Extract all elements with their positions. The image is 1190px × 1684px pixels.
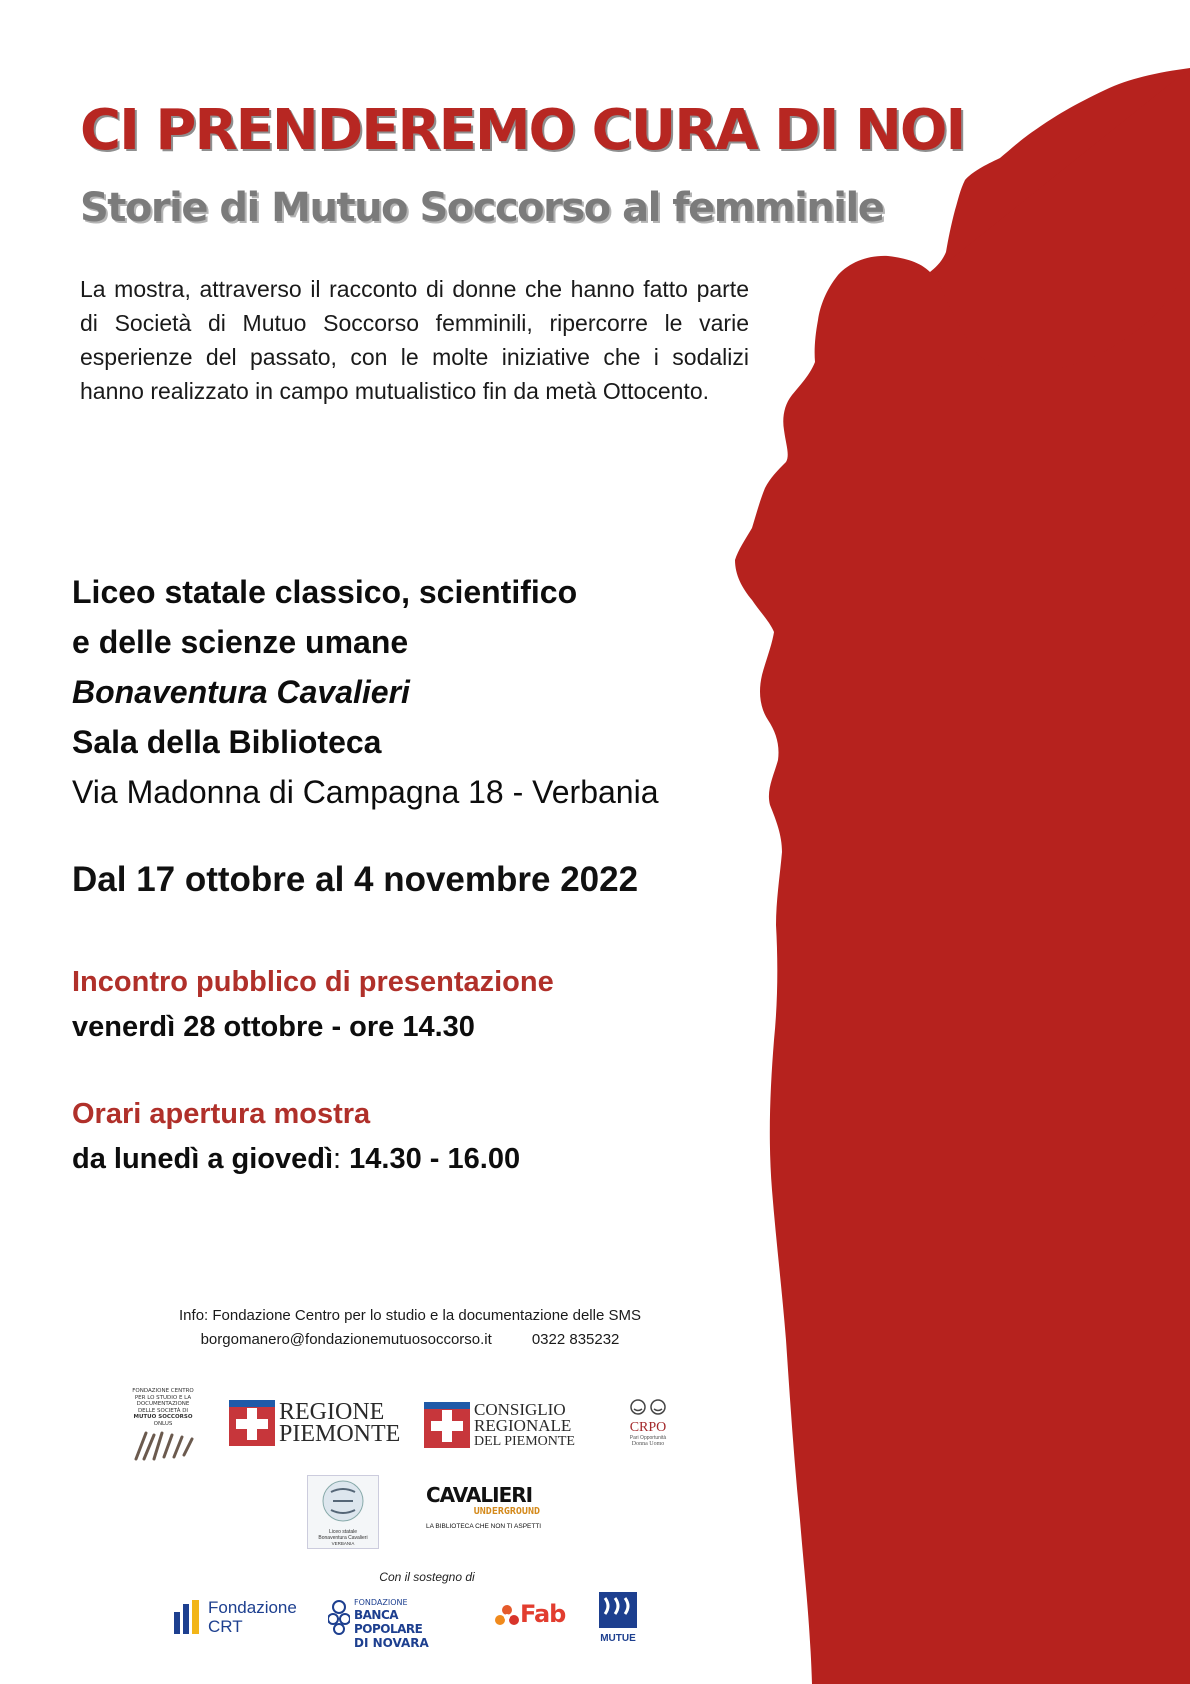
poster-title: CI PRENDEREMO CURA DI NOI — [80, 98, 965, 163]
fc-line-1: FONDAZIONE CENTRO — [132, 1388, 194, 1394]
crpo-sub-1: Pari Opportunità — [629, 1435, 667, 1441]
cavalieri-tag: UNDERGROUND — [473, 1506, 540, 1517]
mutue-logo — [598, 1592, 638, 1644]
bpn-line-2: BANCA POPOLARE — [354, 1608, 423, 1636]
intro-paragraph: La mostra, attraverso il racconto di donne che hanno fatto parte di Società di Mutuo Soccorso femminili, ripercorre le varie esperienze del passato, con le molte iniziative che i sodalizi hanno realizzato in campo mutualistico fin da metà Ottocento. — [80, 276, 749, 404]
cavalieri-sub: LA BIBLIOTECA CHE NON TI ASPETTI — [426, 1523, 542, 1530]
opening-time-range: 14.30 - 16.00 — [341, 1143, 521, 1175]
regione-piemonte-logo — [229, 1399, 401, 1448]
liceo-emblem-icon — [315, 1478, 371, 1524]
regione-line-1: REGIONE — [279, 1399, 385, 1425]
regione-line-2: PIEMONTE — [279, 1421, 401, 1447]
fondazione-crt-logo — [172, 1598, 302, 1638]
crt-bars-icon — [172, 1600, 202, 1636]
consiglio-piemonte-flag-icon — [424, 1402, 470, 1448]
opening-hours-time — [72, 1143, 520, 1176]
consiglio-regionale-logo — [424, 1402, 594, 1450]
liceo-line-1: Liceo statale — [328, 1529, 358, 1535]
info-line: Info: Fondazione Centro per lo studio e la documentazione delle SMS — [179, 1307, 641, 1324]
liceo-line-2: Bonaventura Cavalieri — [318, 1535, 368, 1541]
poster-subtitle: Storie di Mutuo Soccorso al femminile — [80, 185, 884, 231]
mutue-name: MUTUE — [600, 1633, 636, 1644]
crpo-name: CRPO — [629, 1420, 667, 1435]
regione-piemonte-flag-icon — [229, 1400, 275, 1446]
info-email[interactable]: borgomanero@fondazionemutuosoccorso.it — [200, 1331, 492, 1348]
bpn-cross-icon — [328, 1599, 350, 1635]
venue-line-1: Liceo statale classico, scientifico — [72, 574, 578, 610]
opening-days: da lunedì a giovedì — [72, 1143, 334, 1175]
info-contacts — [140, 1328, 680, 1352]
info-phone: 0322 835232 — [531, 1331, 620, 1348]
liceo-cavalieri-logo — [307, 1475, 379, 1549]
fc-line-2: PER LO STUDIO E LA — [134, 1394, 192, 1401]
consiglio-line-2: REGIONALE — [474, 1416, 572, 1435]
fab-name: Fab — [520, 1600, 566, 1628]
bpn-line-3: DI NOVARA — [354, 1636, 429, 1650]
presentation-time: venerdì 28 ottobre - ore 14.30 — [72, 1011, 475, 1043]
presentation-heading: Incontro pubblico di presentazione — [72, 966, 554, 998]
exhibition-dates: Dal 17 ottobre al 4 novembre 2022 — [72, 860, 639, 899]
venue-address: Via Madonna di Campagna 18 - Verbania — [72, 774, 659, 810]
cavalieri-underground-logo — [426, 1484, 546, 1544]
crpo-logo — [620, 1398, 676, 1450]
fab-logo — [494, 1600, 566, 1638]
banca-popolare-novara-logo — [328, 1597, 468, 1650]
info-block — [140, 1304, 680, 1352]
fc-line-6: ONLUS — [153, 1420, 173, 1427]
crt-line-1: Fondazione — [208, 1598, 297, 1617]
support-label: Con il sostegno di — [379, 1570, 475, 1584]
liceo-line-3: VERBANIA — [331, 1541, 355, 1546]
mutual-aid-figures-icon — [128, 1427, 198, 1463]
crpo-sub-2: Donna Uomo — [631, 1441, 665, 1447]
school-name: Bonaventura Cavalieri — [72, 674, 410, 710]
crpo-faces-icon — [624, 1398, 672, 1416]
opening-hours-heading: Orari apertura mostra — [72, 1098, 371, 1130]
venue-block — [72, 567, 772, 817]
fc-line-3: DOCUMENTAZIONE — [136, 1401, 190, 1407]
fab-flower-icon — [494, 1604, 520, 1630]
crt-line-2: CRT — [208, 1617, 243, 1636]
consiglio-line-1: CONSIGLIO — [474, 1400, 566, 1419]
consiglio-line-3: DEL PIEMONTE — [474, 1434, 575, 1449]
mutue-waves-icon — [599, 1592, 637, 1628]
cavalieri-name: CAVALIERI — [426, 1483, 533, 1507]
fondazione-centro-logo — [128, 1388, 198, 1468]
bpn-line-1: FONDAZIONE — [354, 1598, 408, 1607]
venue-line-2: e delle scienze umane — [72, 624, 409, 660]
fc-line-4: DELLE SOCIETÀ DI — [137, 1407, 189, 1414]
fc-line-5: MUTUO SOCCORSO — [133, 1414, 193, 1420]
venue-room: Sala della Biblioteca — [72, 724, 382, 760]
opening-sep: : — [333, 1143, 342, 1175]
